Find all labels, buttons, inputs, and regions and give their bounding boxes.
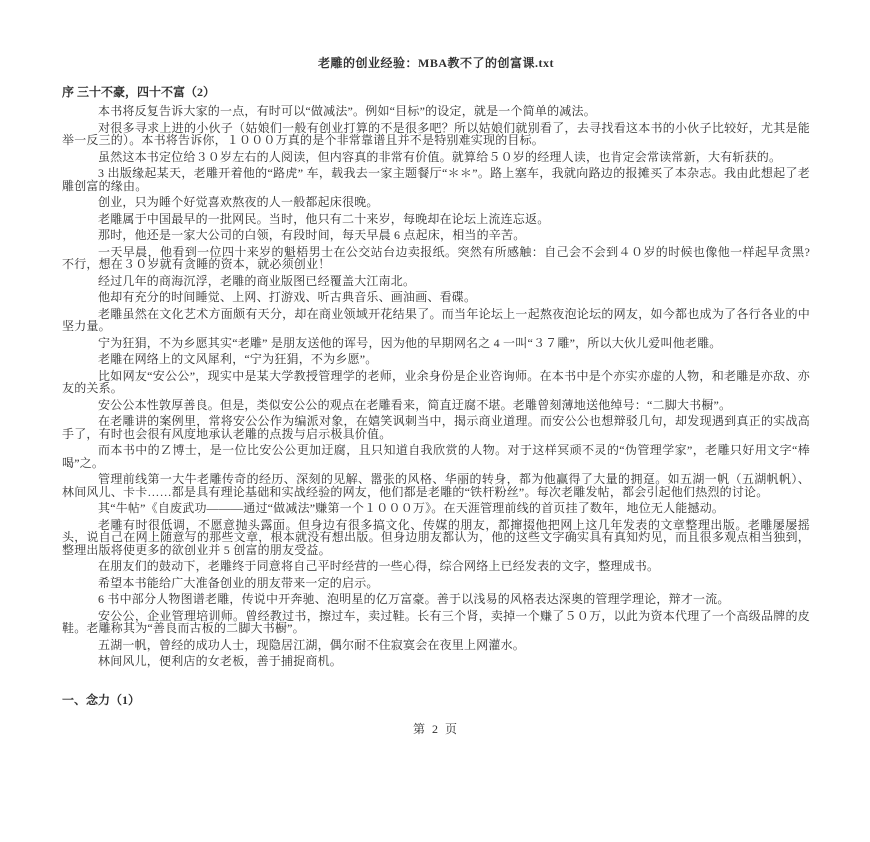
paragraph: 3 出版缘起某天，老雕开着他的“路虎” 车，载我去一家主题餐厅“＊＊”。路上塞车，我就向路边的报摊买了本杂志。我由此想起了老雕创富的缘由。 xyxy=(62,166,810,193)
paragraph: 经过几年的商海沉浮，老雕的商业版图已经覆盖大江南北。 xyxy=(98,273,416,288)
section-heading: 序 三十不豪，四十不富（2） xyxy=(62,85,216,99)
document-title: 老雕的创业经验：MBA教不了的创富课.txt xyxy=(318,56,554,70)
subsection-heading: 一、念力（1） xyxy=(62,692,141,707)
paragraph: 一天早晨，他看到一位四十来岁的魁梧男士在公交站台边卖报纸。突然有所感触：自己会不会到４０岁的时候也像他一样起早贪黑? 不行，想在３０岁就有贪睡的资本，就必须创业！ xyxy=(62,244,810,271)
paragraph: 6 书中部分人物图谱老雕，传说中开奔驰、泡明星的亿万富豪。善于以浅易的风格表达深奥的管理学理论，辩才一流。 xyxy=(98,592,730,606)
paragraph: 宁为狂狷，不为乡愿其实“老雕” 是朋友送他的诨号，因为他的早期网名之 4 一叫“３７雕”，所以大伙儿爱叫他老雕。 xyxy=(98,335,722,350)
paragraph: 而本书中的Ｚ博士，是一位比安公公更加迂腐，且只知道自我欣赏的人物。对于这样冥顽不灵的“伪管理学家”，老雕只好用文字“棒喝”之。 xyxy=(62,443,810,470)
paragraph: 管理前线第一大牛老雕传奇的经历、深刻的见解、嚣张的风格、华丽的转身，都为他赢得了大量的拥趸。如五湖一帆（五湖帆帆）、林间风儿、卡卡……都是具有理论基础和实战经验的网友，他们都是老雕的“铁杆粉丝”。每次老雕发帖，都会引起他们热烈的讨论。 xyxy=(62,472,810,499)
paragraph: 林间风儿，便利店的女老板，善于捕捉商机。 xyxy=(98,654,343,668)
paragraph: 五湖一帆，曾经的成功人士，现隐居江湖，偶尔耐不住寂寞会在夜里上网灌水。 xyxy=(98,637,526,652)
paragraph: 安公公，企业管理培训师。曾经教过书，擦过车，卖过鞋。长有三个肾，卖掉一个赚了５０万，以此为资本代理了一个高级品牌的皮鞋。老雕称其为“善良而古板的二脚大书橱”。 xyxy=(62,608,810,635)
page-number: 第 2 页 xyxy=(412,721,459,736)
paragraph: 其“牛帖”《自废武功———通过“做减法”赚第一个１０００万》。在天涯管理前线的首页挂了数年，地位无人能撼动。 xyxy=(98,501,725,515)
paragraph: 老雕在网络上的文风犀利，“宁为狂狷，不为乡愿”。 xyxy=(98,352,378,366)
paragraph: 希望本书能给广大准备创业的朋友带来一定的启示。 xyxy=(98,575,379,590)
paragraph: 安公公本性敦厚善良。但是，类似安公公的观点在老雕看来，简直迂腐不堪。老雕曾刻薄地送他绰号：“二脚大书橱”。 xyxy=(98,397,732,412)
paragraph: 在老雕讲的案例里，常将安公公作为编派对象，在嬉笑讽刺当中，揭示商业道理。而安公公也想辩驳几句，却发现遇到真正的实战高手了，有时也会很有风度地承认老雕的点拨与启示极具价值。 xyxy=(62,414,810,441)
paragraph: 在朋友们的鼓动下，老雕终于同意将自己平时经营的一些心得，综合网络上已经发表的文字，整理成书。 xyxy=(98,559,660,573)
paragraph: 老雕虽然在文化艺术方面颇有天分，却在商业领域开花结果了。而当年论坛上一起熬夜泡论坛的网友，如今都也成为了各行各业的中坚力量。 xyxy=(62,306,810,333)
paragraph: 老雕属于中国最早的一批网民。当时，他只有二十来岁，每晚却在论坛上流连忘返。 xyxy=(98,211,550,226)
paragraph: 本书将反复告诉大家的一点，有时可以“做减法”。例如“目标”的设定，就是一个简单的减法。 xyxy=(98,104,596,118)
paragraph: 比如网友“安公公”，现实中是某大学教授管理学的老师，业余身份是企业咨询师。在本书中是个亦实亦虚的人物，和老雕是亦敌、亦友的关系。 xyxy=(62,368,810,395)
paragraph: 老雕有时很低调，不愿意抛头露面。但身边有很多搞文化、传媒的朋友，都撺掇他把网上这几年发表的文章整理出版。老雕屡屡摇头，说自己在网上随意写的那些文章，根本就没有想出版。但身边朋友都认为，他的这些文字确实具有真知灼见，而且很多观点相当独到，整理出版将使更多的欲创业并 5 创富的朋友受益。 xyxy=(62,517,810,557)
paragraph: 创业，只为睡个好觉喜欢熬夜的人一般都起床很晚。 xyxy=(98,195,379,209)
paragraph: 他却有充分的时间睡觉、上网、打游戏、听古典音乐、画油画、看碟。 xyxy=(98,290,477,304)
paragraph: 虽然这本书定位给３０岁左右的人阅读，但内容真的非常有价值。就算给５０岁的经理人读，也肯定会常读常新，大有斩获的。 xyxy=(98,149,782,164)
paragraph: 那时，他还是一家大公司的白领，有段时间，每天早晨 6 点起床，相当的辛苦。 xyxy=(98,228,526,242)
paragraph: 对很多寻求上进的小伙子（姑娘们一般有创业打算的不是很多吧？所以姑娘们就别看了，去寻找看这本书的小伙子比较好，尤其是能举一反三的）。本书将告诉你，１０００万真的是个非常靠谱且并不是特别难实现的目标。 xyxy=(62,120,810,147)
